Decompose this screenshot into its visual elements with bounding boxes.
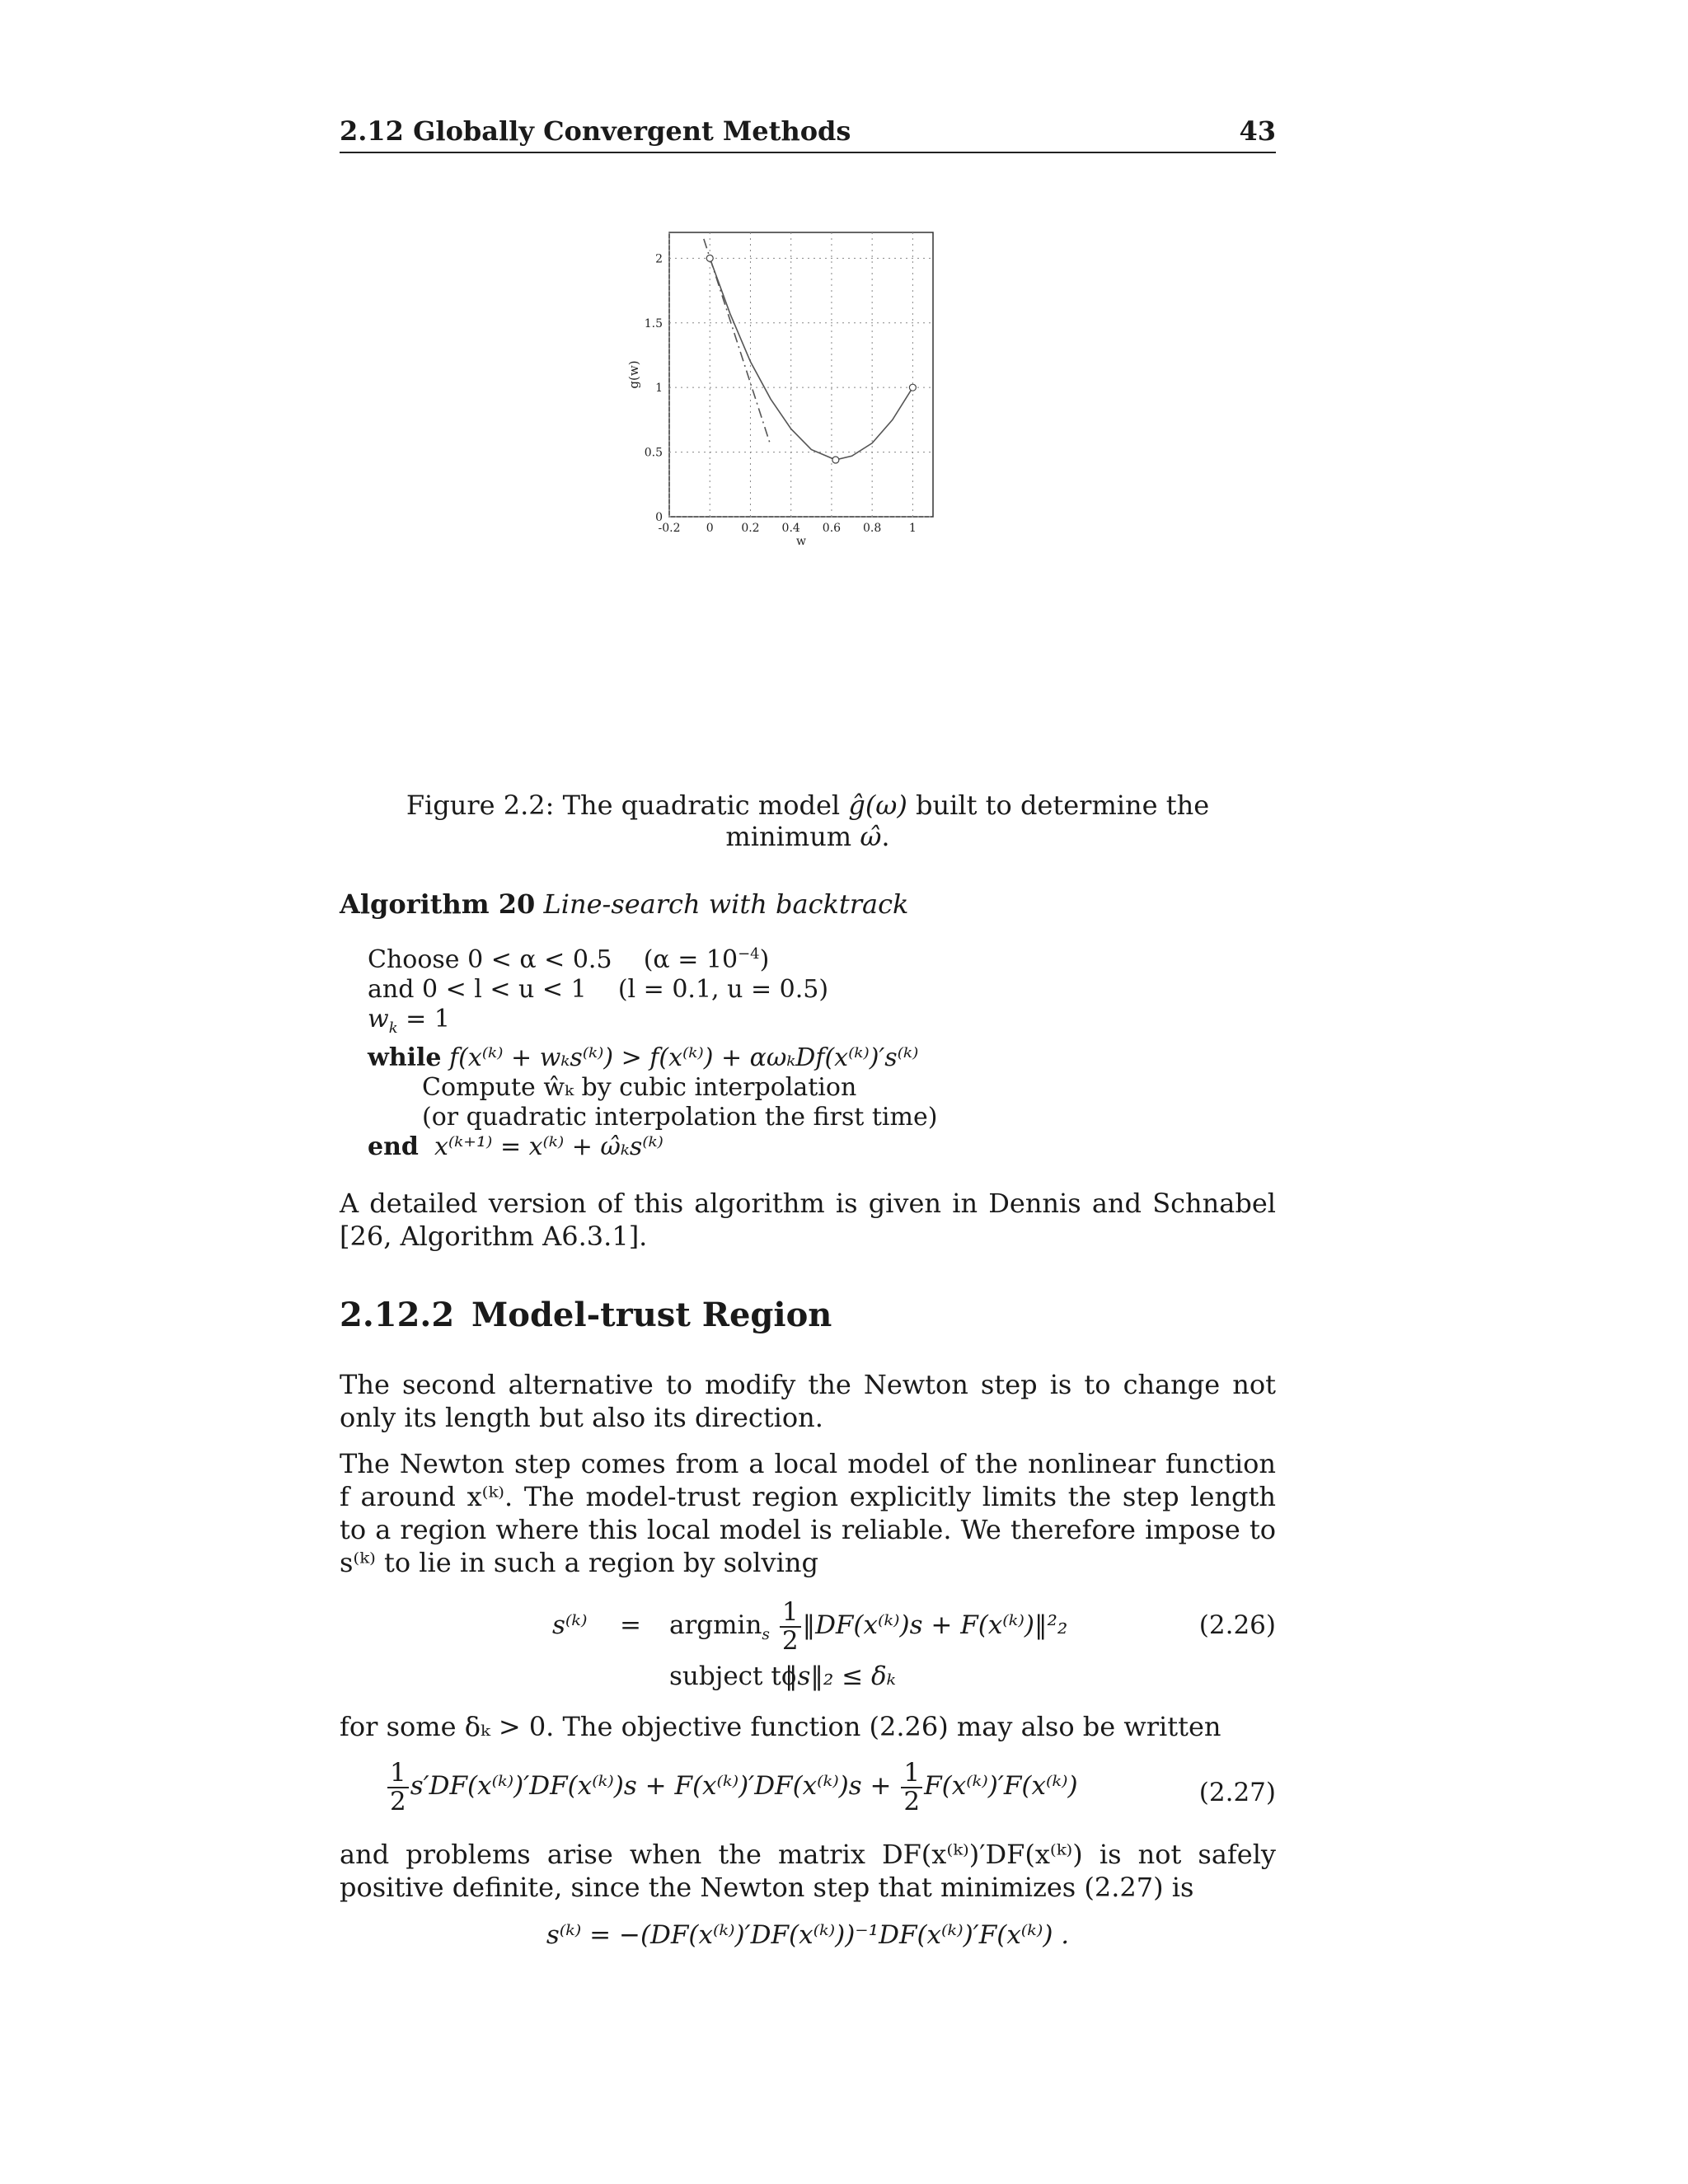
- y-tick-label: 0: [655, 511, 663, 524]
- algorithm-label: Algorithm 20: [340, 888, 536, 920]
- y-axis-label: g(w): [626, 360, 641, 389]
- algo-line-end: end x⁽ᵏ⁺¹⁾ = x⁽ᵏ⁾ + ω̂ₖs⁽ᵏ⁾: [368, 1132, 663, 1161]
- y-tick-label: 1: [655, 382, 663, 396]
- x-axis-label: w: [796, 535, 806, 548]
- x-tick-label: 1: [908, 522, 917, 535]
- algo-line-6: (or quadratic interpolation the first time): [422, 1103, 938, 1132]
- y-tick-label: 2: [655, 252, 663, 266]
- algo-line-2: and 0 < l < u < 1 (l = 0.1, u = 0.5): [368, 975, 829, 1004]
- data-point-marker: [832, 457, 839, 463]
- algorithm-body: [368, 940, 937, 1162]
- algo-line-5: Compute ŵₖ by cubic interpolation: [422, 1073, 857, 1102]
- algo-line-1: Choose 0 < α < 0.5 $(\alpha = 10^{-4})$: [368, 945, 770, 974]
- paragraph-5: and problems arise when the matrix DF(x⁽ᵏ⁾)′DF(x⁽ᵏ⁾) is not safely positive definite, since the Newton step that minimizes (2.27) is: [340, 1839, 1276, 1903]
- equation-number: (2.27): [1198, 1778, 1276, 1807]
- figure-caption: Figure 2.2: The quadratic model ĝ(ω) built to determine the minimum ω̂.: [406, 790, 1210, 852]
- page: [340, 115, 1276, 1950]
- equation-2-28: s⁽ᵏ⁾ = −(DF(x⁽ᵏ⁾)′DF(x⁽ᵏ⁾))⁻¹DF(x⁽ᵏ⁾)′F(x⁽ᵏ⁾) .: [546, 1920, 1070, 1950]
- x-tick-label: -0.2: [658, 522, 681, 535]
- page-number: 43: [1239, 115, 1276, 147]
- chart: [620, 216, 950, 595]
- paragraph-3: The Newton step comes from a local model of the nonlinear function f around x⁽ᵏ⁾. The model-trust region explicitly limits the step length to a region where this local model is reliable. We therefore impose to s⁽ᵏ⁾ to lie in such a region by solving: [340, 1448, 1276, 1578]
- data-point-marker: [706, 255, 713, 261]
- x-tick-label: 0.8: [863, 522, 882, 535]
- algo-line-while: while f(x⁽ᵏ⁾ + wₖs⁽ᵏ⁾) > f(x⁽ᵏ⁾) + αωₖDf(x⁽ᵏ⁾)′s⁽ᵏ⁾: [368, 1043, 919, 1072]
- section-heading: 2.12.2 Model-trust Region: [340, 1296, 832, 1334]
- algorithm-title: [340, 888, 908, 920]
- x-tick-label: 0.2: [741, 522, 760, 535]
- paragraph-2: The second alternative to modify the Newton step is to change not only its length but also its direction.: [340, 1369, 1276, 1433]
- x-tick-label: 0: [706, 522, 714, 535]
- equation-number: (2.26): [1198, 1610, 1276, 1640]
- plot-frame: [669, 232, 933, 517]
- model-curve: [710, 258, 912, 460]
- algorithm-name: Line-search with backtrack: [543, 888, 909, 920]
- x-tick-label: 0.4: [781, 522, 800, 535]
- equation-2-27: $\frac{1}{2}$ s′DF(x⁽ᵏ⁾)′DF(x⁽ᵏ⁾)s + F(x⁽ᵏ⁾)′DF(x⁽ᵏ⁾)s + $\frac{1}{2}$ F(x⁽ᵏ⁾)′F(x⁽ᵏ⁾) (2.27): [340, 1760, 1276, 1825]
- x-tick-label: 0.6: [822, 522, 842, 535]
- section-running-title: 2.12 Globally Convergent Methods: [340, 115, 851, 147]
- paragraph-4: for some δₖ > 0. The objective function (2.26) may also be written: [340, 1711, 1221, 1742]
- running-head: [340, 115, 1276, 153]
- algo-line-3: $w_k = 1$: [368, 1005, 450, 1037]
- y-tick-label: 1.5: [644, 316, 663, 330]
- data-point-marker: [909, 384, 916, 391]
- equation-2-26: s⁽ᵏ⁾ = argmin$_s$ $\frac{1}{2}$ ‖DF(x⁽ᵏ⁾)s + F(x⁽ᵏ⁾)‖²₂ subject to ‖s‖₂ ≤ δₖ (2.26): [552, 1597, 1276, 1691]
- y-tick-label: 0.5: [644, 446, 663, 460]
- paragraph-1: A detailed version of this algorithm is given in Dennis and Schnabel [26, Algorithm A6.3.1].: [340, 1188, 1276, 1252]
